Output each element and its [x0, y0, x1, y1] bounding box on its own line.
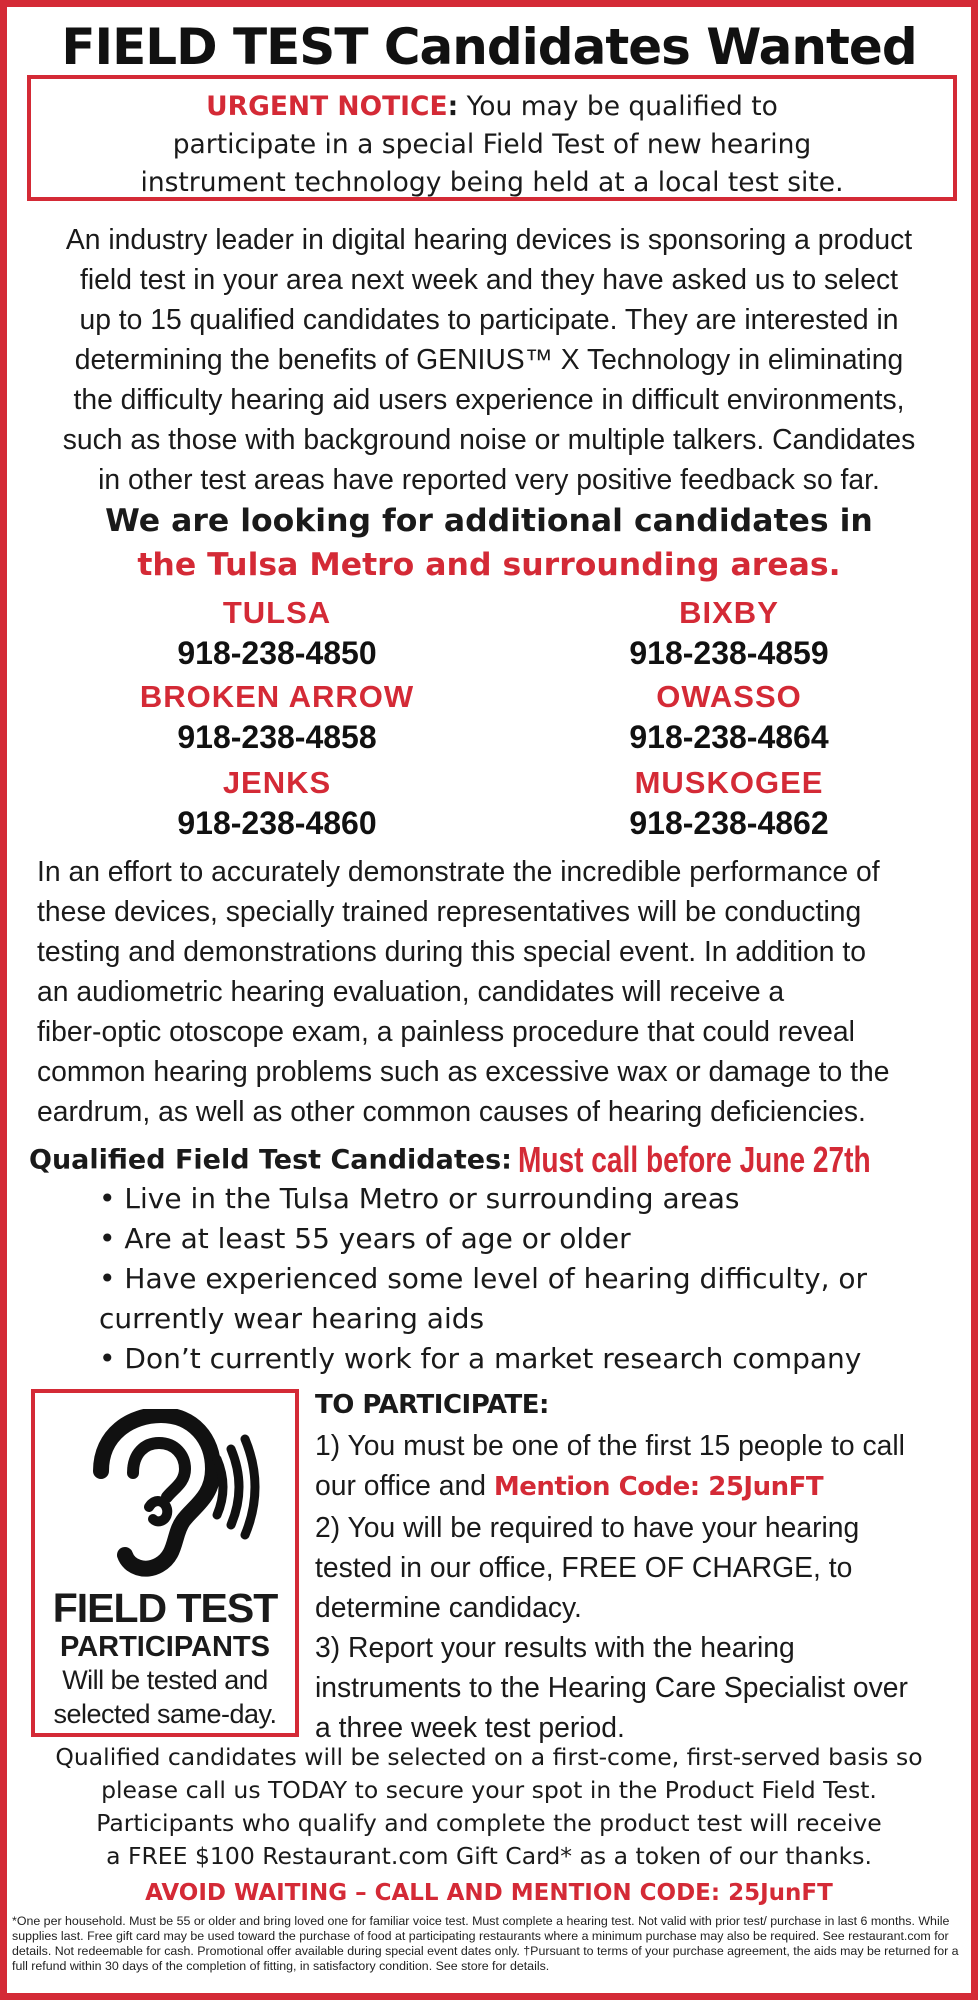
looking-line-2: the Tulsa Metro and surrounding areas. — [137, 547, 841, 583]
city-name: BROKEN ARROW — [139, 679, 415, 714]
body-line: eardrum, as well as other common causes of hearing deficiencies. — [37, 1095, 866, 1127]
qualified-title: Qualified Field Test Candidates: — [29, 1144, 512, 1176]
looking-heading — [7, 499, 971, 587]
badge-title: FIELD TEST — [52, 1585, 278, 1631]
city-name: MUSKOGEE — [634, 765, 824, 800]
body-line: these devices, specially trained representatives will be conducting — [37, 895, 862, 927]
badge-note-line: Will be tested and — [62, 1665, 268, 1695]
location-bixby — [519, 593, 939, 673]
city-name: BIXBY — [679, 595, 779, 630]
participation-steps — [315, 1385, 955, 1747]
ear-icon — [71, 1409, 261, 1579]
step-line: 1) You must be one of the first 15 people to call — [315, 1429, 905, 1461]
step-line: tested in our office, FREE OF CHARGE, to — [315, 1551, 853, 1583]
intro-line: in other test areas have reported very positive feedback so far. — [98, 463, 880, 495]
headline: FIELD TEST Candidates Wanted — [61, 18, 917, 76]
fine-print: *One per household. Must be 55 or older and bring loved one for familiar voice test. Must complete a hearing test. Not valid with prior test/ purchase in last 6 months. While supplies last. Free gift card may be used toward the purchase of food at participating restaurants where a minimum purchase may also be required. See restaurant.com for details. Not redeemable for cash. Promotional offer available during special event dates only. †Pursuant to terms of your purchase agreement, the aids may be returned for a full refund within 30 days of the completion of fitting, in satisfactory condition. See store for details. — [12, 1914, 959, 1973]
intro-line: field test in your area next week and they have asked us to select — [80, 263, 898, 295]
looking-line-1: We are looking for additional candidates in — [105, 503, 873, 539]
qualification-list — [99, 1179, 959, 1379]
body-line: an audiometric hearing evaluation, candidates will receive a — [37, 975, 785, 1007]
closing-paragraph — [7, 1741, 971, 1873]
location-tulsa — [67, 593, 487, 673]
intro-line: up to 15 qualified candidates to participate. They are interested in — [79, 303, 899, 335]
call-to-action: AVOID WAITING – CALL AND MENTION CODE: 25JunFT — [145, 1880, 833, 1906]
intro-line: the difficulty hearing aid users experience in difficult environments, — [73, 383, 905, 415]
phone-number[interactable]: 918-238-4859 — [629, 635, 829, 671]
intro-line: such as those with background noise or multiple talkers. Candidates — [62, 423, 916, 455]
step-line: 3) Report your results with the hearing — [315, 1631, 795, 1663]
notice-line-2: participate in a special Field Test of new hearing — [172, 129, 812, 160]
body-line: In an effort to accurately demonstrate the incredible performance of — [37, 855, 880, 887]
list-item: • Live in the Tulsa Metro or surrounding areas — [99, 1182, 740, 1215]
location-muskogee — [519, 763, 939, 843]
field-test-badge — [31, 1389, 299, 1737]
closing-line: please call us TODAY to secure your spot in the Product Field Test. — [101, 1776, 877, 1804]
notice-line-1 — [31, 88, 953, 126]
list-item: • Are at least 55 years of age or older — [99, 1222, 631, 1255]
phone-number[interactable]: 918-238-4858 — [177, 719, 377, 755]
badge-subtitle: PARTICIPANTS — [60, 1631, 270, 1663]
badge-note — [35, 1663, 295, 1731]
step-line — [315, 1465, 955, 1507]
phone-number[interactable]: 918-238-4862 — [629, 805, 829, 841]
closing-line: Participants who qualify and complete the product test will receive — [96, 1809, 882, 1837]
notice-line-3: instrument technology being held at a local test site. — [140, 167, 844, 198]
badge-note-line: selected same-day. — [53, 1699, 277, 1729]
step-line: a three week test period. — [315, 1711, 625, 1743]
body-line: fiber-optic otoscope exam, a painless procedure that could reveal — [37, 1015, 855, 1047]
notice-text-1: You may be qualified to — [458, 91, 778, 122]
deadline-notice: Must call before June 27th — [517, 1139, 871, 1180]
urgent-notice-box — [27, 75, 957, 201]
body-line: testing and demonstrations during this special event. In addition to — [37, 935, 866, 967]
qualified-heading — [29, 1139, 970, 1181]
phone-number[interactable]: 918-238-4860 — [177, 805, 377, 841]
phone-number[interactable]: 918-238-4864 — [629, 719, 829, 755]
closing-line: a FREE $100 Restaurant.com Gift Card* as a token of our thanks. — [106, 1842, 872, 1870]
closing-line: Qualified candidates will be selected on a first-come, first-served basis so — [55, 1743, 923, 1771]
intro-paragraph — [7, 219, 971, 499]
list-item: • Have experienced some level of hearing difficulty, or — [99, 1262, 868, 1295]
location-jenks — [67, 763, 487, 843]
notice-colon: : — [447, 91, 459, 122]
notice-label: URGENT NOTICE — [206, 91, 448, 122]
list-item: currently wear hearing aids — [99, 1302, 485, 1335]
city-name: OWASSO — [656, 679, 802, 714]
intro-line: determining the benefits of GENIUS™ X Technology in eliminating — [74, 343, 904, 375]
city-name: TULSA — [222, 595, 332, 630]
mention-code: Mention Code: 25JunFT — [493, 1472, 824, 1502]
location-owasso — [519, 677, 939, 757]
demonstration-paragraph — [37, 851, 967, 1131]
phone-number[interactable]: 918-238-4850 — [177, 635, 377, 671]
step-line: determine candidacy. — [315, 1591, 582, 1623]
body-line: common hearing problems such as excessive wax or damage to the — [37, 1055, 890, 1087]
step-text: our office and — [315, 1469, 494, 1501]
city-name: JENKS — [222, 765, 332, 800]
intro-line: An industry leader in digital hearing devices is sponsoring a product — [65, 223, 913, 255]
location-broken-arrow — [67, 677, 487, 757]
step-line: 2) You will be required to have your hearing — [315, 1511, 860, 1543]
participate-heading: TO PARTICIPATE: — [315, 1390, 549, 1420]
list-item: • Don’t currently work for a market research company — [99, 1342, 862, 1375]
step-line: instruments to the Hearing Care Specialist over — [315, 1671, 908, 1703]
